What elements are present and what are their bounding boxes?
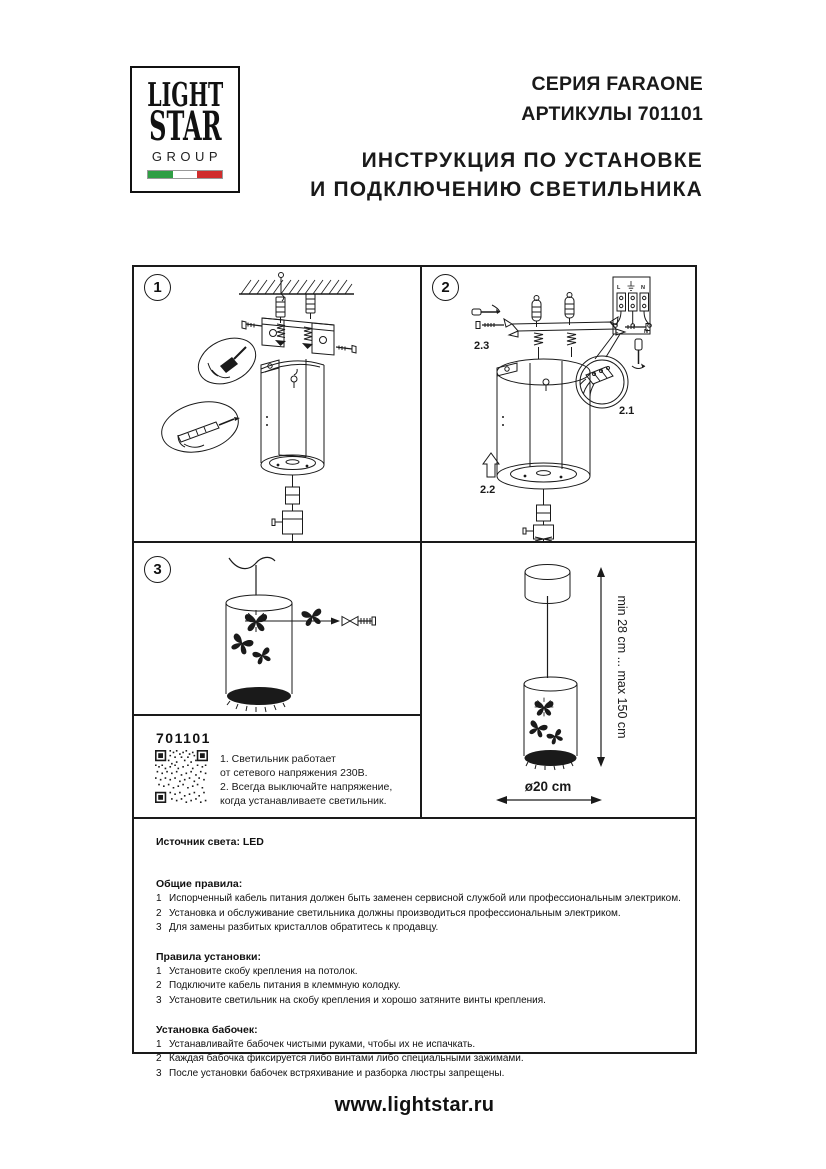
- item-text: После установки бабочек встряхивание и разборка люстры запрещены.: [169, 1067, 505, 1079]
- step3-badge: 3: [144, 556, 171, 583]
- flag-red-stripe: [197, 171, 222, 178]
- cord-strain-relief: [272, 475, 303, 541]
- bracket-with-anchors: [476, 293, 650, 360]
- item-number: 1: [156, 893, 162, 904]
- attach-arrow: [264, 618, 340, 625]
- light-source-line: Источник света: LED: [156, 836, 264, 848]
- step1-badge: 1: [144, 274, 171, 301]
- step2-drawing-wiring-connection: [422, 267, 695, 541]
- item-text: Установка и обслуживание светильника должны производиться профессиональным электриком.: [169, 907, 621, 919]
- logo-word-light: LIGHT: [147, 75, 223, 114]
- label-2-1: 2.1: [619, 405, 635, 417]
- pendant-cord: [229, 557, 275, 595]
- label-2-3: 2.3: [474, 340, 490, 352]
- item-text: Установите скобу крепления на потолок.: [169, 965, 358, 977]
- panel-specifications: [134, 819, 695, 1079]
- list-item: [156, 965, 681, 980]
- wall-anchor-icon: [276, 294, 315, 323]
- item-text: Подключите кабель питания в клеммную колодку.: [169, 980, 401, 992]
- series-title: СЕРИЯ FARAONE: [531, 73, 703, 95]
- panel-step1-mount-bracket: [134, 267, 422, 543]
- dowel-callout: [156, 394, 243, 459]
- height-range-label: min 28 cm ... max 150 cm: [615, 595, 629, 739]
- butterflies: [527, 701, 565, 746]
- flag-white-stripe: [173, 171, 198, 178]
- safety-notes: [220, 752, 392, 808]
- fixture-housing: [261, 359, 324, 475]
- diagram-grid: [132, 265, 697, 1079]
- item-number: 3: [156, 922, 162, 934]
- external-butterfly: [301, 608, 323, 627]
- screwdriver-icon-vertical: [632, 339, 645, 369]
- height-dimension-arrow: [597, 567, 605, 767]
- item-text: Для замены разбитых кристаллов обратитесь к продавцу.: [169, 922, 439, 934]
- side-screw-icon: [242, 321, 356, 353]
- terminal-label-n-bottom: N: [644, 329, 648, 335]
- instruction-title-line2: И ПОДКЛЮЧЕНИЮ СВЕТИЛЬНИКА: [310, 178, 703, 201]
- panel-article-info: [134, 716, 422, 819]
- earth-symbol-icon: [628, 281, 635, 290]
- diameter-label: ø20 cm: [524, 779, 572, 794]
- logo-word-group: GROUP: [151, 149, 223, 164]
- note-line: 1. Светильник работает: [220, 753, 336, 765]
- wiring-callout-circle: [576, 334, 628, 408]
- terminal-label-l-bottom: L: [615, 329, 619, 335]
- panel-dimensions: [422, 543, 695, 819]
- item-text: Каждая бабочка фиксируется либо винтами либо специальными зажимами.: [169, 1053, 524, 1065]
- note-line: 2. Всегда выключайте напряжение,: [220, 781, 393, 793]
- note-line: когда устанавливаете светильник.: [220, 795, 387, 807]
- dimensions-drawing: [422, 543, 695, 817]
- note-line: от сетевого напряжения 230В.: [220, 767, 368, 779]
- drill-callout: [191, 329, 263, 392]
- ceiling-hatch: [239, 280, 354, 294]
- article-number: 701101: [156, 730, 211, 746]
- article-title: АРТИКУЛЫ 701101: [521, 103, 703, 125]
- item-number: 2: [156, 980, 162, 992]
- item-number: 3: [156, 1067, 162, 1079]
- label-2-2: 2.2: [480, 484, 496, 496]
- instruction-title-line1: ИНСТРУКЦИЯ ПО УСТАНОВКЕ: [361, 149, 703, 172]
- item-number: 2: [156, 907, 162, 919]
- flag-green-stripe: [148, 171, 173, 178]
- list-item: [156, 892, 681, 907]
- butterflies: [228, 614, 273, 665]
- document-titles: [240, 69, 703, 204]
- website-url: www.lightstar.ru: [334, 1094, 495, 1116]
- section-heading-butterfly-install: Установка бабочек:: [156, 1023, 258, 1036]
- panel-step3-butterflies: [134, 543, 422, 716]
- item-text: Установите светильник на скобу крепления и хорошо затяните винты крепления.: [169, 994, 546, 1006]
- diameter-dimension-arrow: [496, 796, 602, 804]
- mounting-bracket: [262, 318, 334, 355]
- list-item: [156, 994, 681, 1009]
- step3-drawing-butterfly-mounting: [134, 543, 420, 714]
- terminal-label-n-top: N: [641, 285, 645, 291]
- list-item: [156, 1052, 681, 1067]
- fixing-screw-icon: [342, 617, 376, 626]
- list-item: [156, 979, 681, 994]
- item-number: 2: [156, 1053, 162, 1065]
- terminal-label-l-top: L: [617, 285, 621, 291]
- screwdriver-icon-2-3: [472, 305, 500, 315]
- logo-word-star: STAR: [148, 103, 222, 150]
- section-heading-general-rules: Общие правила:: [156, 878, 243, 890]
- item-text: Устанавливайте бабочек чистыми руками, чтобы их не испачкать.: [169, 1038, 476, 1050]
- italian-flag-stripe: [147, 170, 223, 179]
- lightstar-logo: [130, 66, 240, 193]
- list-item: [156, 1067, 681, 1082]
- item-number: 1: [156, 1038, 162, 1050]
- list-item: [156, 1038, 681, 1053]
- section-heading-install-rules: Правила установки:: [156, 950, 261, 963]
- item-number: 1: [156, 965, 162, 977]
- list-item: [156, 921, 681, 936]
- step2-badge: 2: [432, 274, 459, 301]
- item-text: Испорченный кабель питания должен быть заменен сервисной службой или профессиональным электриком.: [169, 893, 681, 904]
- step1-drawing-bracket-installation: [134, 267, 420, 541]
- cord-strain-relief: [523, 489, 554, 541]
- qr-code-icon: [155, 750, 208, 803]
- panel-step2-wiring: [422, 267, 695, 543]
- list-item: [156, 907, 681, 922]
- item-number: 3: [156, 994, 162, 1006]
